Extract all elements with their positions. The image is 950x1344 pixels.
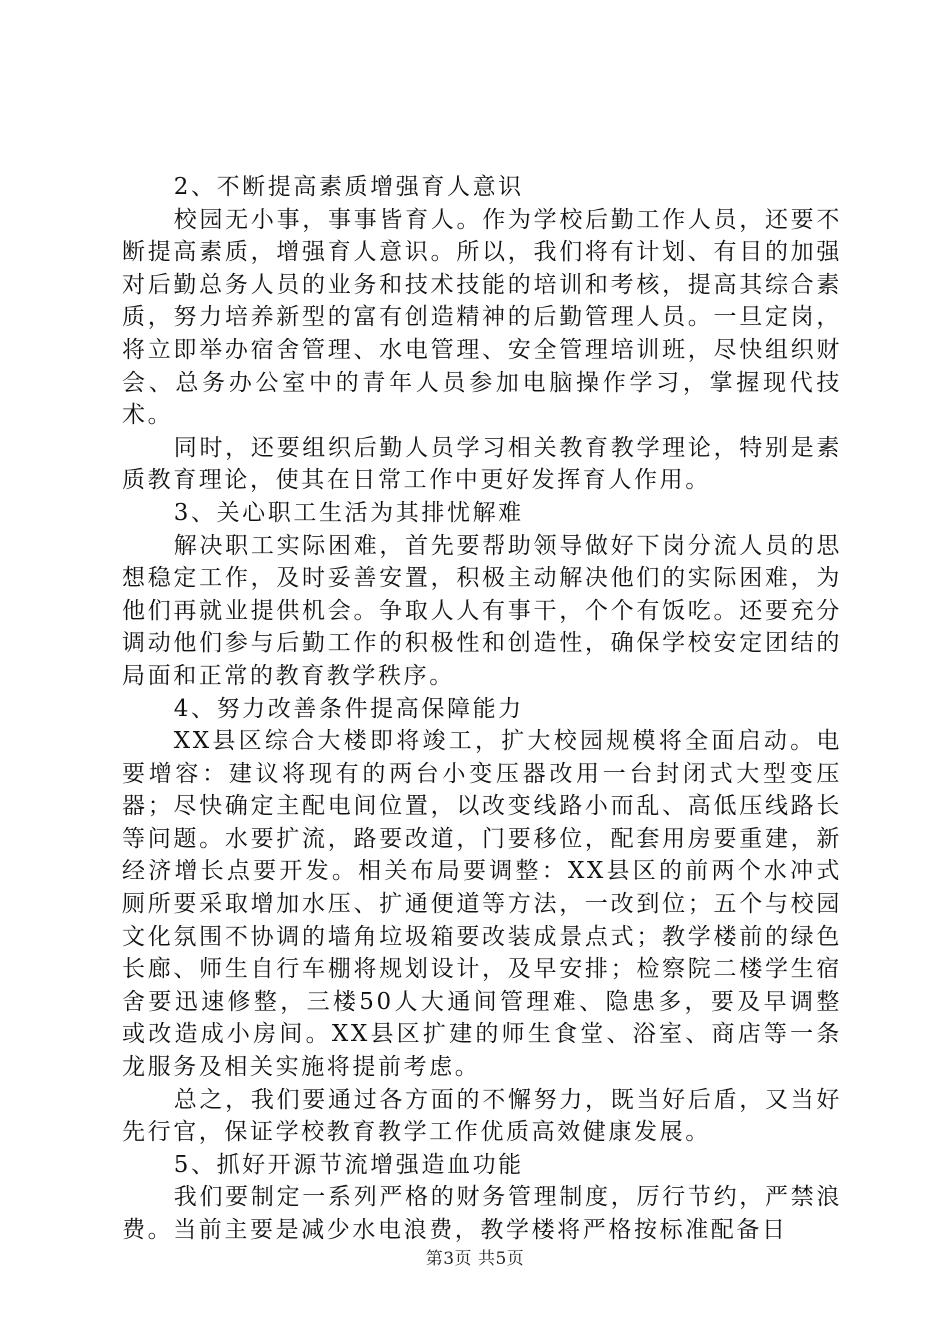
body-paragraph: 解决职工实际困难，首先要帮助领导做好下岗分流人员的思想稳定工作，及时妥善安置，积极主动解决他们的实际困难，为他们再就业提供机会。争取人人有事干，个个有饭吃。还要充分调动他们参与后勤工作的积极性和创造性，确保学校安定团结的局面和正常的教育教学秩序。	[122, 532, 842, 689]
section-heading-5: 5、抓好开源节流增强造血功能	[173, 1151, 524, 1178]
body-paragraph: XX县区综合大楼即将竣工，扩大校园规模将全面启动。电要增容：建议将现有的两台小变压器改用一台封闭式大型变压器；尽快确定主配电间位置，以改变线路小而乱、高低压线路长等问题。水要扩流，路要改道，门要移位，配套用房要重建，新经济增长点要开发。相关布局要调整：XX县区的前两个水冲式厕所要采取增加水压、扩通便道等方法，一改到位；五个与校园文化氛围不协调的墙角垃圾箱要改装成景点式；教学楼前的绿色长廊、师生自行车棚将规划设计，及早安排；检察院二楼学生宿舍要迅速修整，三楼50人大通间管理难、隐患多，要及早调整或改造成小房间。XX县区扩建的师生食堂、浴室、商店等一条龙服务及相关实施将提前考虑。	[122, 728, 842, 1081]
body-paragraph: 我们要制定一系列严格的财务管理制度，厉行节约，严禁浪费。当前主要是减少水电浪费，教学楼将严格按标准配备日	[122, 1184, 842, 1243]
body-paragraph: 校园无小事，事事皆育人。作为学校后勤工作人员，还要不断提高素质，增强育人意识。所以，我们将有计划、有目的加强对后勤总务人员的业务和技术技能的培训和考核，提高其综合素质，努力培养新型的富有创造精神的后勤管理人员。一旦定岗，将立即举办宿舍管理、水电管理、安全管理培训班，尽快组织财会、总务办公室中的青年人员参加电脑操作学习，掌握现代技术。	[122, 206, 842, 429]
body-paragraph: 总之，我们要通过各方面的不懈努力，既当好后盾，又当好先行官，保证学校教育教学工作优质高效健康发展。	[122, 1086, 842, 1146]
document-body	[122, 171, 842, 1247]
body-paragraph: 同时，还要组织后勤人员学习相关教育教学理论，特别是素质教育理论，使其在日常工作中更好发挥育人作用。	[122, 434, 842, 494]
page-number-footer: 第3页 共5页	[425, 1249, 525, 1269]
section-heading-2: 2、不断提高素质增强育人意识	[173, 174, 524, 200]
section-heading-4: 4、努力改善条件提高保障能力	[173, 695, 524, 722]
section-heading-3: 3、关心职工生活为其排忧解难	[173, 499, 524, 526]
